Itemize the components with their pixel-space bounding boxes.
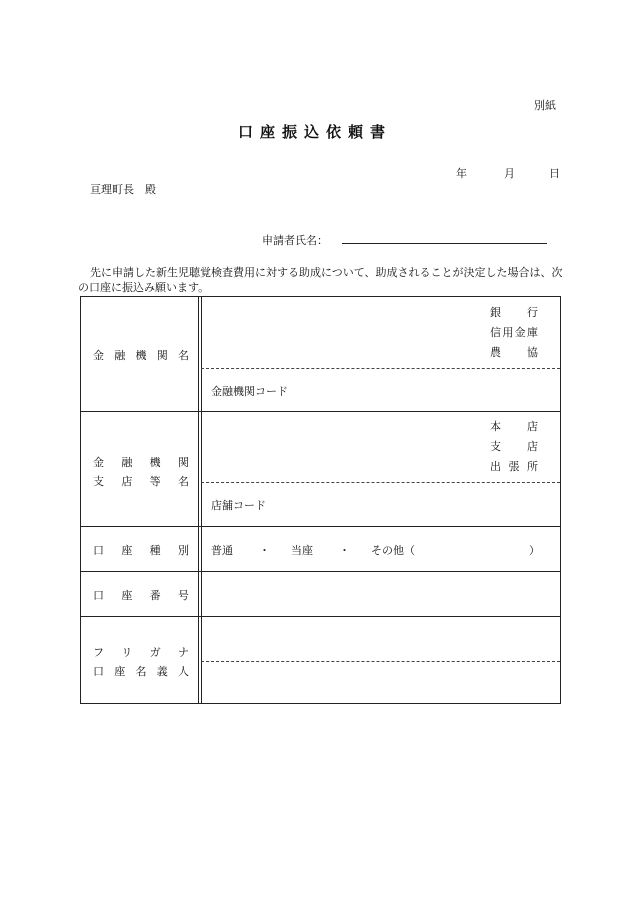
account-holder-label bbox=[81, 644, 198, 679]
institution-name-label bbox=[81, 347, 198, 363]
furigana-field[interactable] bbox=[202, 617, 560, 660]
date-year: 年 bbox=[456, 167, 467, 180]
date-month: 月 bbox=[504, 167, 515, 180]
label-char: 人 bbox=[178, 665, 189, 678]
type-char: 出 bbox=[490, 460, 501, 473]
type-entry bbox=[490, 437, 538, 457]
label-char: ナ bbox=[177, 646, 189, 659]
account-type-option[interactable]: ） bbox=[529, 544, 540, 557]
label-char: フ bbox=[93, 646, 104, 659]
label-char: 金 bbox=[93, 456, 104, 469]
row-divider bbox=[81, 526, 560, 527]
account-type-option: ・ bbox=[339, 544, 350, 557]
type-char: 張 bbox=[508, 460, 520, 473]
label-char: 別 bbox=[177, 544, 189, 557]
applicant-name-field[interactable] bbox=[342, 243, 547, 244]
type-entry bbox=[490, 343, 538, 363]
type-char: 庫 bbox=[526, 326, 538, 339]
label-char: 金 bbox=[93, 349, 104, 362]
label-char: 関 bbox=[177, 456, 189, 469]
row-divider bbox=[81, 411, 560, 412]
account-type-option[interactable]: その他（ bbox=[371, 544, 415, 557]
account-type-option[interactable]: 普通 bbox=[211, 544, 233, 557]
type-char: 金 bbox=[514, 326, 526, 339]
account-number-label bbox=[81, 587, 198, 603]
institution-code-label: 金融機関コード bbox=[211, 385, 288, 398]
label-char: 機 bbox=[149, 456, 161, 469]
label-char: 番 bbox=[149, 589, 161, 602]
label-char: 支 bbox=[93, 475, 104, 488]
account-number-field[interactable] bbox=[202, 572, 560, 615]
request-statement: 先に申請した新生児聴覚検査費用に対する助成について、助成されることが決定した場合は、次の口座に振込み願います。 bbox=[78, 266, 563, 294]
branch-name-label bbox=[81, 454, 198, 489]
dashed-divider bbox=[201, 482, 560, 483]
label-char: 座 bbox=[114, 665, 126, 678]
label-char: 号 bbox=[177, 589, 189, 602]
appendix-label: 別紙 bbox=[534, 99, 556, 112]
type-char: 農 bbox=[490, 346, 501, 359]
type-char: 所 bbox=[527, 460, 538, 473]
label-char: 機 bbox=[135, 349, 147, 362]
institution-type-list bbox=[490, 303, 538, 363]
column-divider bbox=[198, 297, 199, 703]
label-char: 関 bbox=[156, 349, 168, 362]
type-char: 店 bbox=[527, 420, 538, 433]
type-char: 協 bbox=[527, 346, 538, 359]
type-char: 店 bbox=[527, 440, 538, 453]
account-type-option[interactable]: 当座 bbox=[291, 544, 313, 557]
account-type-option: ・ bbox=[259, 544, 270, 557]
type-char: 用 bbox=[502, 326, 514, 339]
type-char: 銀 bbox=[490, 306, 501, 319]
type-char: 行 bbox=[527, 306, 538, 319]
type-char: 信 bbox=[490, 326, 501, 339]
branch-type-list bbox=[490, 417, 538, 477]
label-char: 融 bbox=[121, 456, 133, 469]
type-entry bbox=[490, 457, 538, 477]
account-form-table bbox=[80, 296, 561, 704]
label-char: 口 bbox=[93, 665, 104, 678]
label-char: 店 bbox=[121, 475, 133, 488]
label-char: 口 bbox=[93, 589, 104, 602]
type-entry bbox=[490, 323, 538, 343]
label-char: 名 bbox=[135, 665, 147, 678]
label-char: 座 bbox=[121, 544, 133, 557]
type-char: 支 bbox=[490, 440, 501, 453]
type-char: 本 bbox=[490, 420, 501, 433]
label-char: 名 bbox=[177, 475, 189, 488]
label-char: リ bbox=[121, 646, 133, 659]
label-char: 義 bbox=[156, 665, 168, 678]
type-entry bbox=[490, 303, 538, 323]
label-char: 等 bbox=[149, 475, 161, 488]
account-holder-field[interactable] bbox=[202, 662, 560, 704]
account-type-label bbox=[81, 542, 198, 558]
label-char: 融 bbox=[114, 349, 126, 362]
date-day: 日 bbox=[549, 167, 560, 180]
label-char: 口 bbox=[93, 544, 104, 557]
addressee: 亘理町長 殿 bbox=[90, 183, 156, 196]
dashed-divider bbox=[201, 368, 560, 369]
type-entry bbox=[490, 417, 538, 437]
branch-code-label: 店舗コード bbox=[211, 499, 266, 512]
applicant-name-label: 申請者氏名： bbox=[262, 234, 328, 247]
label-char: ガ bbox=[149, 646, 161, 659]
label-char: 種 bbox=[149, 544, 161, 557]
label-char: 座 bbox=[121, 589, 133, 602]
label-char: 名 bbox=[178, 349, 189, 362]
document-title: 口座振込依頼書 bbox=[237, 123, 392, 141]
